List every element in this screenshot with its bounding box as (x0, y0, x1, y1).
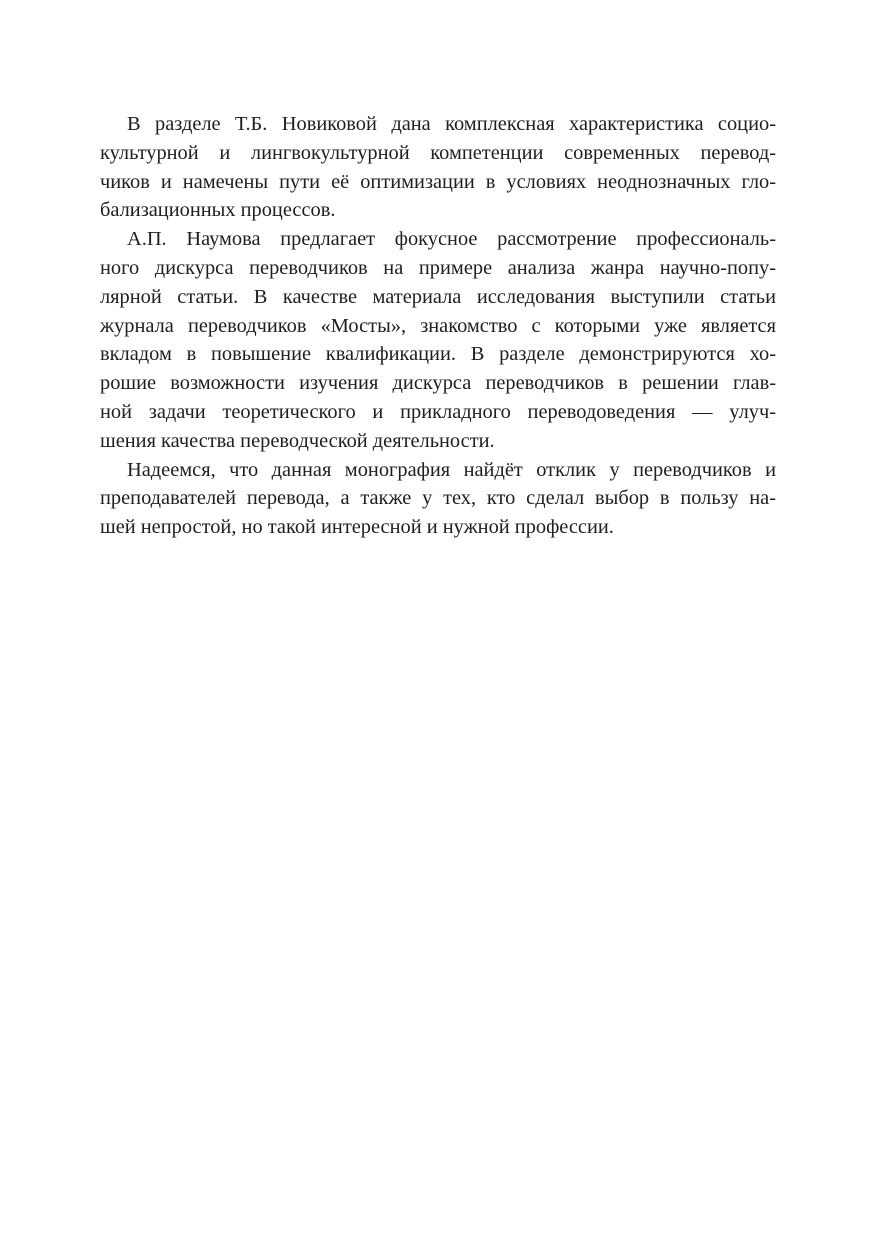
paragraph-line: ной задачи теоретического и прикладного переводоведения — улуч- (100, 400, 776, 423)
paragraph-1 (100, 110, 776, 225)
paragraph-line: ного дискурса переводчиков на примере анализа жанра научно-попу- (100, 256, 776, 279)
paragraph-line: чиков и намечены пути её оптимизации в условиях неоднозначных гло- (100, 170, 776, 193)
paragraph-line: рошие возможности изучения дискурса переводчиков в решении глав- (100, 372, 776, 395)
paragraph-3 (100, 456, 776, 542)
paragraph-line: шения качества переводческой деятельности. (100, 429, 495, 452)
paragraph-line: А.П. Наумова предлагает фокусное рассмотрение профессиональ- (127, 228, 776, 251)
paragraph-line: журнала переводчиков «Мосты», знакомство с которыми уже является (100, 314, 776, 337)
paragraph-line: В разделе Т.Б. Новиковой дана комплексная характеристика социо- (127, 113, 776, 135)
paragraph-line: культурной и лингвокультурной компетенции современных перевод- (100, 141, 776, 164)
paragraph-line: бализационных процессов. (100, 199, 336, 222)
body-text (100, 110, 776, 542)
paragraph-2 (100, 225, 776, 455)
paragraph-line: Надеемся, что данная монография найдёт отклик у переводчиков и (127, 458, 776, 481)
paragraph-line: шей непростой, но такой интересной и нужной профессии. (100, 516, 614, 539)
paragraph-line: вкладом в повышение квалификации. В разделе демонстрируются хо- (100, 343, 776, 366)
paragraph-line: преподавателей перевода, а также у тех, кто сделал выбор в пользу на- (100, 487, 776, 510)
paragraph-line: лярной статьи. В качестве материала исследования выступили статьи (100, 285, 776, 308)
